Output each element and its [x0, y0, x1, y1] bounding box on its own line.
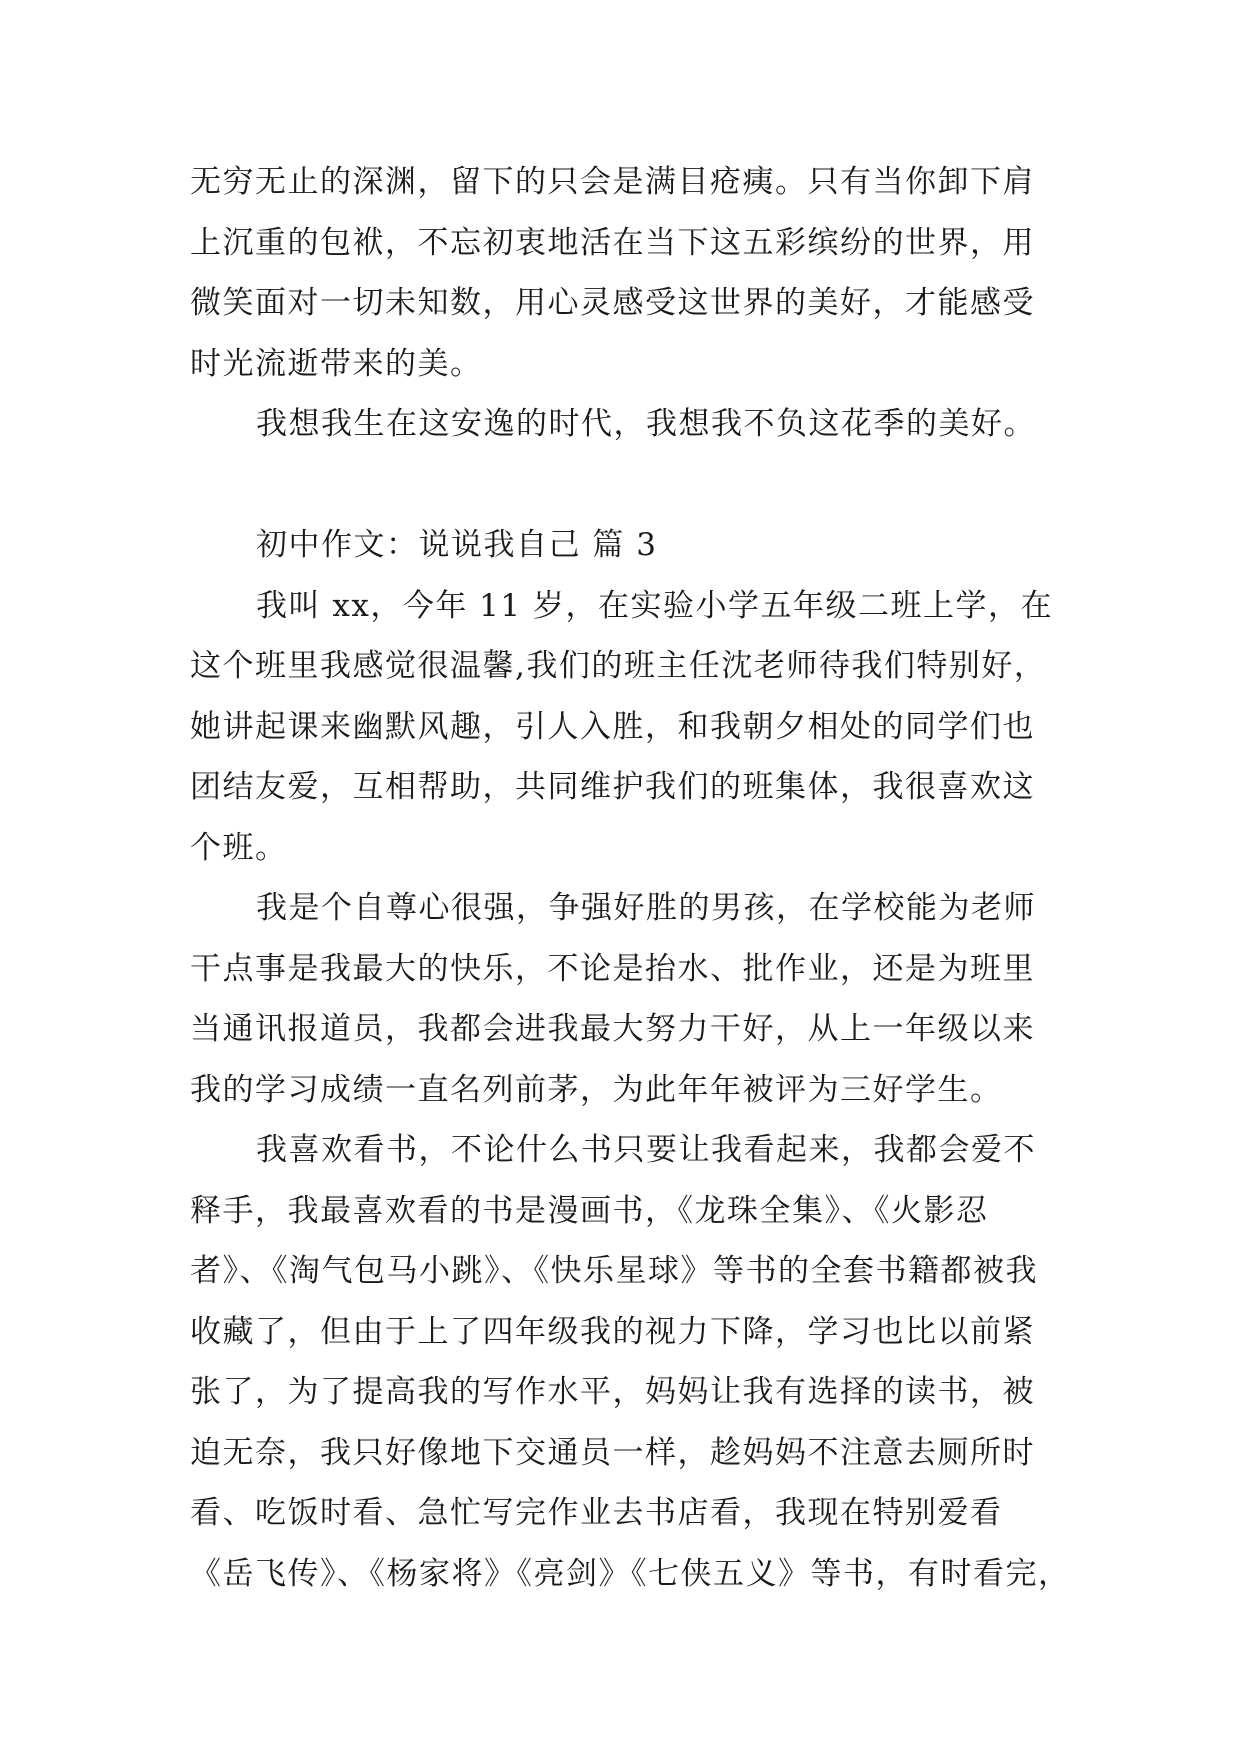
text-line: 释手，我最喜欢看的书是漫画书，《龙珠全集》、《火影忍 [190, 1192, 989, 1229]
text-line: 者》、《淘气包马小跳》、《快乐星球》等书的全套书籍都被我 [190, 1253, 1038, 1289]
text-line: 干点事是我最大的快乐，不论是抬水、批作业，还是为班里 [190, 950, 1035, 987]
text-line: 我的学习成绩一直名列前茅，为此年年被评为三好学生。 [190, 1071, 1003, 1108]
text-line: 上沉重的包袱，不忘初衷地活在当下这五彩缤纷的世界，用 [190, 224, 1035, 261]
paragraph-continued [190, 152, 1060, 394]
text-line: 我叫 xx，今年 11 岁，在实验小学五年级二班上学，在 [256, 587, 1053, 624]
text-line: 看、吃饭时看、急忙写完作业去书店看，我现在特别爱看 [190, 1495, 1003, 1531]
text-line: 这个班里我感觉很温馨,我们的班主任沈老师待我们特别好， [190, 648, 1047, 684]
blank-line [190, 455, 1060, 516]
paragraph-closing [190, 394, 1060, 455]
section-title-text: 初中作文：说说我自己 篇 3 [256, 527, 658, 563]
paragraph-personality [190, 878, 1060, 1120]
text-line: 个班。 [190, 829, 288, 866]
text-line: 无穷无止的深渊，留下的只会是满目疮痍。只有当你卸下肩 [190, 164, 1035, 200]
text-line: 我想我生在这安逸的时代，我想我不负这花季的美好。 [256, 406, 1036, 442]
section-title [190, 515, 1060, 576]
text-line: 团结友爱，互相帮助，共同维护我们的班集体，我很喜欢这 [190, 769, 1035, 805]
paragraph-reading [190, 1120, 1071, 1604]
paragraph-intro [190, 576, 1060, 879]
document-body [190, 152, 1071, 1604]
text-line: 《岳飞传》、《杨家将》《亮剑》《七侠五义》等书，有时看完， [190, 1555, 1071, 1592]
text-line: 当通讯报道员，我都会进我最大努力干好，从上一年级以来 [190, 1011, 1035, 1047]
text-line: 她讲起课来幽默风趣，引人入胜，和我朝夕相处的同学们也 [190, 708, 1035, 745]
text-line: 收藏了，但由于上了四年级我的视力下降，学习也比以前紧 [190, 1313, 1035, 1350]
text-line: 时光流逝带来的美。 [190, 345, 483, 382]
text-line: 张了，为了提高我的写作水平，妈妈让我有选择的读书，被 [190, 1374, 1035, 1410]
text-line: 我喜欢看书，不论什么书只要让我看起来，我都会爱不 [256, 1132, 1036, 1168]
text-line: 迫无奈，我只好像地下交通员一样，趁妈妈不注意去厕所时 [190, 1434, 1035, 1471]
text-line: 微笑面对一切未知数，用心灵感受这世界的美好，才能感受 [190, 285, 1035, 321]
text-line: 我是个自尊心很强，争强好胜的男孩，在学校能为老师 [256, 890, 1036, 926]
